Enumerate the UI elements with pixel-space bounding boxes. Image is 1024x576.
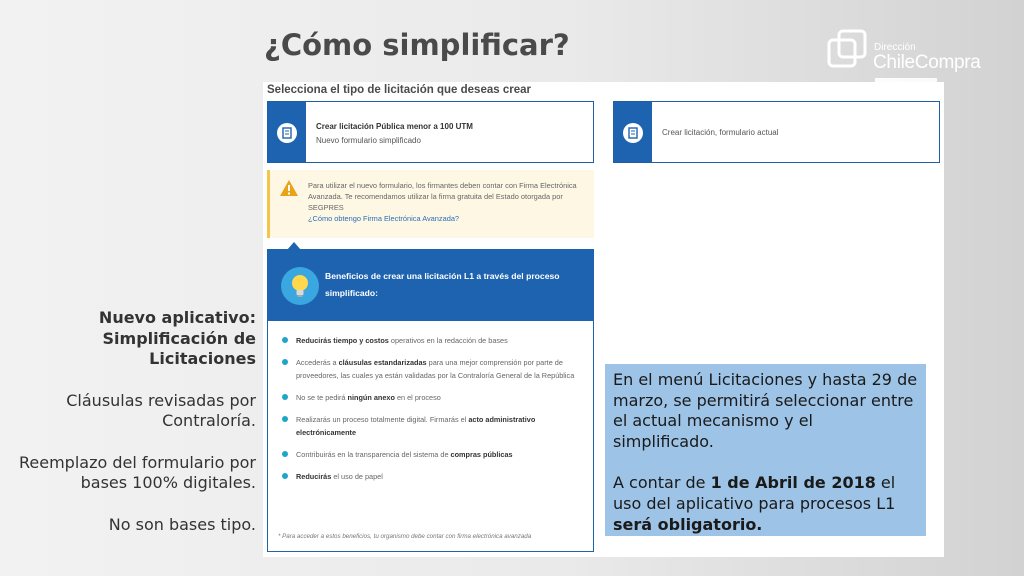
info-box [605,364,926,536]
fea-help-link[interactable]: ¿Cómo obtengo Firma Electrónica Avanzada? [308,214,460,223]
warning-message: Para utilizar el nuevo formulario, los firmantes deben contar con Firma Electrónica Avanzada. Te recomendamos utilizar la firma gratuita del Estado otorgada por SEGPRES [308,181,577,212]
logo-main-text: ChileCompra [873,52,981,73]
option-current-form[interactable] [613,101,940,163]
list-item: Reducirás el uso de papel [282,470,587,483]
logo-mark-icon [826,28,870,72]
option-simplified-form[interactable] [267,101,594,163]
lightbulb-icon [281,267,319,305]
info-paragraph-2: A contar de 1 de Abril de 2018 el uso del aplicativo para procesos L1 será obligatorio. [613,473,896,534]
warning-notice [267,170,594,238]
list-item: Contribuirás en la transparencia del sistema de compras públicas [282,448,587,461]
list-item: Realizarás un proceso totalmente digital. Firmarás el acto administrativo electrónicamente [282,413,587,439]
warning-icon [279,179,299,197]
option-simplified-subtitle: Nuevo formulario simplificado [316,136,421,145]
list-item: Accederás a cláusulas estandarizadas para una mejor comprensión por parte de proveedores, las cuales ya están validadas por la Contraloría General de la República [282,356,587,382]
info-paragraph-1: En el menú Licitaciones y hasta 29 de marzo, se permitirá seleccionar entre el actual mecanismo y el simplificado. [613,370,918,451]
left-heading: Nuevo aplicativo: Simplificación de Licitaciones [98,308,256,368]
option-strip [614,102,652,162]
panel-heading: Selecciona el tipo de licitación que deseas crear [267,84,531,96]
option-strip [268,102,306,162]
benefits-title: Beneficios de crear una licitación L1 a través del proceso simplificado: [325,271,560,298]
left-point-1: Cláusulas revisadas por Contraloría. [66,390,256,430]
left-summary [16,308,256,556]
slide-title: ¿Cómo simplificar? [264,28,570,62]
left-point-3: No son bases tipo. [108,514,256,534]
option-current-title: Crear licitación, formulario actual [662,128,779,137]
document-icon [623,123,643,143]
document-icon [277,123,297,143]
option-simplified-title: Crear licitación Pública menor a 100 UTM [316,122,473,131]
benefits-card [267,249,594,552]
benefits-footnote: * Para acceder a estos beneficios, tu organismo debe contar con firma electrónica avanzada [278,533,532,540]
logo-top-text: Dirección [874,42,916,53]
warning-text [308,180,588,224]
left-point-2: Reemplazo del formulario por bases 100% digitales. [19,452,256,492]
benefits-header [268,250,593,321]
list-item: No se te pedirá ningún anexo en el proceso [282,391,587,404]
list-item: Reducirás tiempo y costos operativos en la redacción de bases [282,334,587,347]
benefits-list [282,334,587,483]
